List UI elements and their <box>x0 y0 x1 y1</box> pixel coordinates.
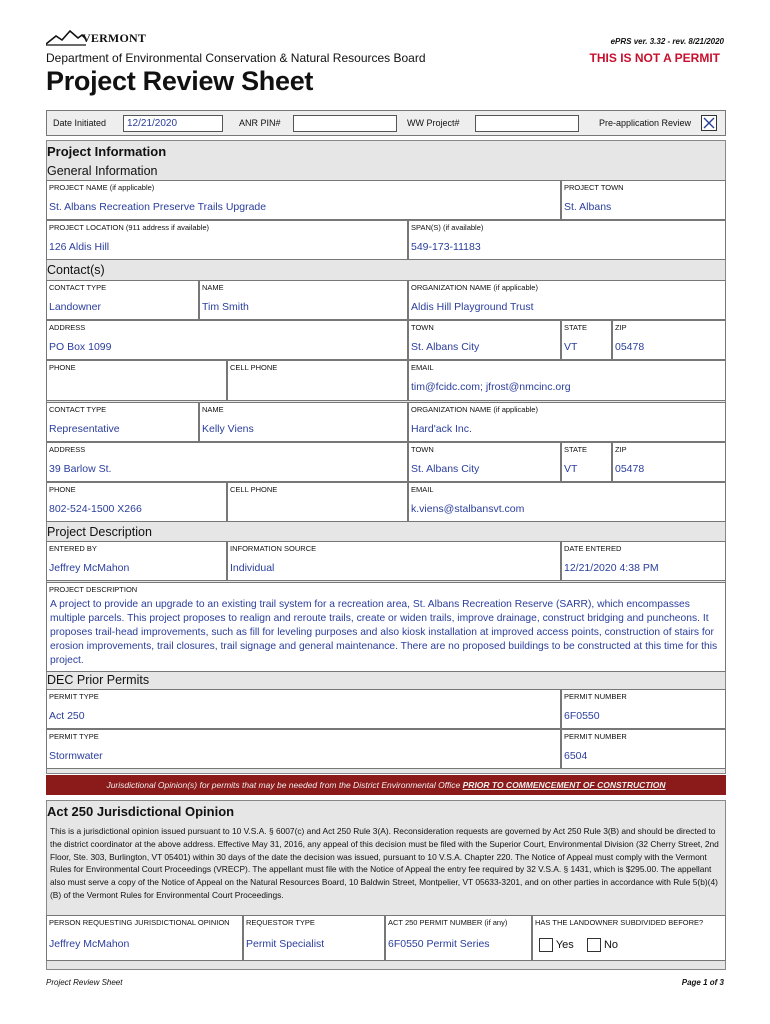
act250-permit-number-value: 6F0550 Permit Series <box>388 938 490 950</box>
contacts-title: Contact(s) <box>47 263 105 277</box>
contact-2-phone-field[interactable] <box>46 482 227 522</box>
span-field[interactable] <box>408 220 726 260</box>
contact-cell-label: CELL PHONE <box>230 485 278 494</box>
contact-org-label: ORGANIZATION NAME (if applicable) <box>411 283 538 292</box>
contact-type-value: Representative <box>49 423 120 435</box>
pre-application-checkbox[interactable] <box>701 115 717 131</box>
act250-permit-number-label: ACT 250 PERMIT NUMBER (if any) <box>388 918 508 927</box>
footer-title: Project Review Sheet <box>46 978 123 987</box>
anr-pin-field[interactable] <box>293 115 397 132</box>
contact-2-zip-field[interactable] <box>612 442 726 482</box>
permit-number-value: 6504 <box>564 750 588 762</box>
contact-2-org-field[interactable] <box>408 402 726 442</box>
contact-cell-label: CELL PHONE <box>230 363 278 372</box>
banner-emphasis: PRIOR TO COMMENCEMENT OF CONSTRUCTION <box>462 780 666 790</box>
contact-2-email-field[interactable] <box>408 482 726 522</box>
contact-town-value: St. Albans City <box>411 341 480 353</box>
yes-checkbox[interactable] <box>539 938 553 952</box>
contact-2-address-field[interactable] <box>46 442 408 482</box>
project-information-title: Project Information <box>47 144 167 159</box>
ww-project-label: WW Project# <box>407 118 460 128</box>
permit-type-value: Act 250 <box>49 710 85 722</box>
project-description-label: PROJECT DESCRIPTION <box>49 585 138 594</box>
contact-type-value: Landowner <box>49 301 101 313</box>
date-entered-label: DATE ENTERED <box>564 544 622 553</box>
contact-1-town-field[interactable] <box>408 320 561 360</box>
contact-org-value: Aldis Hill Playground Trust <box>411 301 534 313</box>
project-description-title: Project Description <box>47 525 152 539</box>
date-initiated-field[interactable]: 12/21/2020 <box>123 115 223 132</box>
contact-1-org-field[interactable] <box>408 280 726 320</box>
jurisdictional-banner <box>46 775 726 795</box>
contact-name-label: NAME <box>202 405 224 414</box>
person-requesting-field[interactable] <box>46 915 243 961</box>
subdivided-label: HAS THE LANDOWNER SUBDIVIDED BEFORE? <box>535 918 704 927</box>
permit-number-label: PERMIT NUMBER <box>564 732 627 741</box>
project-town-field[interactable] <box>561 180 726 220</box>
permit-1-type-field[interactable] <box>46 689 561 729</box>
project-location-value: 126 Aldis Hill <box>49 241 110 253</box>
contact-town-value: St. Albans City <box>411 463 480 475</box>
permit-type-label: PERMIT TYPE <box>49 692 99 701</box>
act250-title: Act 250 Jurisdictional Opinion <box>47 804 235 819</box>
contact-name-value: Kelly Viens <box>202 423 254 435</box>
span-label: SPAN(S) (if available) <box>411 223 484 232</box>
contact-email-label: EMAIL <box>411 363 434 372</box>
permit-1-number-field[interactable] <box>561 689 726 729</box>
date-initiated-label: Date Initiated <box>53 118 107 128</box>
contact-zip-label: ZIP <box>615 323 627 332</box>
information-source-label: INFORMATION SOURCE <box>230 544 317 553</box>
logo-text: VERMONT <box>82 31 147 45</box>
contact-2-cell-field[interactable] <box>227 482 408 522</box>
contact-town-label: TOWN <box>411 323 434 332</box>
contact-1-state-field[interactable] <box>561 320 612 360</box>
contact-phone-label: PHONE <box>49 485 76 494</box>
contact-org-value: Hard'ack Inc. <box>411 423 472 435</box>
banner-text: Jurisdictional Opinion(s) for permits that may be needed from the District Environmental Office <box>106 780 463 790</box>
contact-2-state-field[interactable] <box>561 442 612 482</box>
contact-state-label: STATE <box>564 445 588 454</box>
ww-project-field[interactable] <box>475 115 579 132</box>
information-source-value: Individual <box>230 562 275 574</box>
page-title: Project Review Sheet <box>46 66 314 96</box>
contact-type-label: CONTACT TYPE <box>49 283 107 292</box>
date-entered-field[interactable] <box>561 541 726 581</box>
contact-email-label: EMAIL <box>411 485 434 494</box>
permit-number-label: PERMIT NUMBER <box>564 692 627 701</box>
person-requesting-value: Jeffrey McMahon <box>49 938 130 950</box>
header-fields-row <box>46 110 726 136</box>
requestor-type-label: REQUESTOR TYPE <box>246 918 315 927</box>
contact-phone-label: PHONE <box>49 363 76 372</box>
contact-1-phone-field[interactable] <box>46 360 227 401</box>
contact-address-value: PO Box 1099 <box>49 341 112 353</box>
project-town-value: St. Albans <box>564 201 612 213</box>
contact-zip-label: ZIP <box>615 445 627 454</box>
permit-type-value: Stormwater <box>49 750 103 762</box>
anr-pin-label: ANR PIN# <box>239 118 281 128</box>
project-description-value: A project to provide an upgrade to an existing trail system for a recreation area, St. Albans Recreation Reserve (SARR), which encompasses multiple parcels. This project proposes to realign and reroute trails, create or widen trails, improve drainage, construct bridging and puncheons. It proposes trail-head improvements, such as fill for leveling purposes and also kiosk installation at improved access points, construction of stairs for erosion improvements, trail closures, trail signage and general maintenance. There are no proposed buildings to be constructed at this time for this project. <box>50 599 718 666</box>
not-permit-notice: THIS IS NOT A PERMIT <box>589 51 720 65</box>
project-name-value: St. Albans Recreation Preserve Trails Upgrade <box>49 201 267 213</box>
project-location-field[interactable] <box>46 220 408 260</box>
general-information-title: General Information <box>47 164 158 178</box>
contact-2-type-field[interactable] <box>46 402 199 442</box>
contact-1-name-field[interactable] <box>199 280 408 320</box>
check-x-icon <box>702 116 716 130</box>
contact-1-zip-field[interactable] <box>612 320 726 360</box>
department-name: Department of Environmental Conservation & Natural Resources Board <box>46 51 426 65</box>
contact-2-town-field[interactable] <box>408 442 561 482</box>
yes-label: Yes <box>555 938 574 951</box>
entered-by-field[interactable] <box>46 541 227 581</box>
act250-legal-text: This is a jurisdictional opinion issued pursuant to 10 V.S.A. § 6007(c) and Act 250 Rule 3(A). Reconsideration requests are governed by Act 250 Rule 3(B) and should be directed to the district coordinator at the above address. Effective May 31, 2016, any appeal of this decision must be filed with the Superior Court, Environmental Division (32 Cherry Street, 2nd Floor, Ste. 303, Burlington, VT 05401) within 30 days of the date the decision was issued, pursuant to 10 V.S.A. Chapter 220. The Notice of Appeal must comply with the Vermont Rules for Environmental Court Proceedings (VRECP). The appellant must file with the Notice of Appeal the entry fee required by 32 V.S.A. § 1431, which is $295.00. The appellant also must serve a copy of the Notice of Appeal on the Natural Resources Board, 10 Baldwin Street, Montpelier, VT 05633-3201, and on other parties in accordance with Rule 5(b)(4)(B) of the Vermont Rules for Environmental Court Proceedings. <box>50 826 719 900</box>
prior-permits-title: DEC Prior Permits <box>47 673 150 687</box>
contact-org-label: ORGANIZATION NAME (if applicable) <box>411 405 538 414</box>
permit-2-type-field[interactable] <box>46 729 561 769</box>
contact-1-email-field[interactable] <box>408 360 726 401</box>
contact-phone-value: 802-524-1500 X266 <box>49 503 142 515</box>
no-label: No <box>603 938 618 951</box>
contact-1-cell-field[interactable] <box>227 360 408 401</box>
pre-application-label: Pre-application Review <box>599 118 692 128</box>
permit-2-number-field[interactable] <box>561 729 726 769</box>
contact-state-value: VT <box>564 341 578 353</box>
project-location-label: PROJECT LOCATION (911 address if available) <box>49 223 210 232</box>
requestor-type-field[interactable] <box>243 915 385 961</box>
entered-by-label: ENTERED BY <box>49 544 97 553</box>
permit-type-label: PERMIT TYPE <box>49 732 99 741</box>
version-text: ePRS ver. 3.32 - rev. 8/21/2020 <box>610 37 724 46</box>
contact-name-label: NAME <box>202 283 224 292</box>
contact-address-value: 39 Barlow St. <box>49 463 112 475</box>
contact-name-value: Tim Smith <box>202 301 249 313</box>
subdivided-field <box>532 915 726 961</box>
contact-1-address-field[interactable] <box>46 320 408 360</box>
act250-permit-number-field[interactable] <box>385 915 532 961</box>
permit-number-value: 6F0550 <box>564 710 600 722</box>
information-source-field[interactable] <box>227 541 561 581</box>
person-requesting-label: PERSON REQUESTING JURISDICTIONAL OPINION <box>49 918 230 927</box>
contact-state-label: STATE <box>564 323 588 332</box>
entered-by-value: Jeffrey McMahon <box>49 562 130 574</box>
contact-2-name-field[interactable] <box>199 402 408 442</box>
project-name-label: PROJECT NAME (if applicable) <box>49 183 155 192</box>
project-town-label: PROJECT TOWN <box>564 183 624 192</box>
requestor-type-value: Permit Specialist <box>246 938 325 950</box>
project-name-field[interactable] <box>46 180 561 220</box>
contact-1-type-field[interactable] <box>46 280 199 320</box>
page-number: Page 1 of 3 <box>681 978 724 987</box>
contact-town-label: TOWN <box>411 445 434 454</box>
contact-type-label: CONTACT TYPE <box>49 405 107 414</box>
date-entered-value: 12/21/2020 4:38 PM <box>564 562 659 574</box>
contact-address-label: ADDRESS <box>49 323 86 332</box>
contact-zip-value: 05478 <box>615 463 645 475</box>
no-checkbox[interactable] <box>587 938 601 952</box>
contact-state-value: VT <box>564 463 578 475</box>
contact-zip-value: 05478 <box>615 341 645 353</box>
contact-email-value: k.viens@stalbansvt.com <box>411 503 525 515</box>
contact-address-label: ADDRESS <box>49 445 86 454</box>
span-value: 549-173-11183 <box>411 241 481 253</box>
contact-email-value: tim@fcidc.com; jfrost@nmcinc.org <box>411 381 571 393</box>
